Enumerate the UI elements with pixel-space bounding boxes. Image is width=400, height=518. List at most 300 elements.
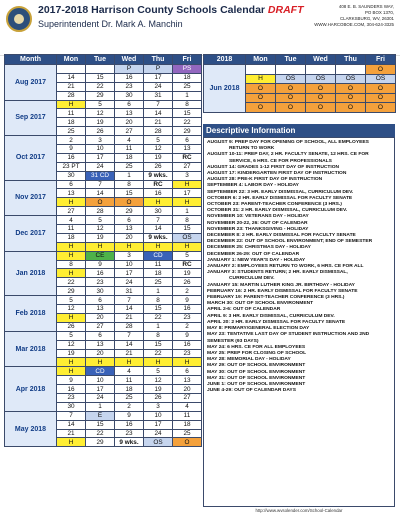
day-cell: 17 (86, 385, 115, 394)
description-line: MAY 31: OUT OF SCHOOL ENVIRONMENT (207, 375, 306, 381)
day-cell (306, 65, 336, 75)
day-cell: 23 PT (57, 162, 86, 171)
day-cell: 6 (86, 331, 115, 340)
month-label: Feb 2018 (5, 296, 57, 332)
day-cell: 20 (115, 233, 144, 242)
day-cell: 26 (144, 393, 173, 402)
day-cell: PS (173, 65, 202, 74)
day-cell: OS (276, 74, 306, 84)
day-cell: 16 (86, 269, 115, 278)
calendar-row (204, 65, 396, 75)
day-cell: 13 (86, 340, 115, 349)
day-cell: 6 (173, 136, 202, 145)
description-line: FEBRUARY 16: 2 HR. EARLY DISMISSAL FOR FACULTY SENATE (207, 288, 358, 294)
description-line: MAY 28: MEMORIAL DAY - HOLIDAY (207, 357, 291, 363)
day-cell: 26 (57, 322, 86, 331)
day-cell: 22 (86, 82, 115, 91)
column-header: Wed (115, 55, 144, 65)
day-cell: 3 (115, 251, 144, 260)
day-cell: 30 (57, 402, 86, 411)
day-cell: 5 (144, 367, 173, 376)
day-cell: H (173, 242, 202, 251)
day-cell: 25 (144, 278, 173, 287)
day-cell: 8 (173, 100, 202, 109)
day-cell: 14 (57, 73, 86, 82)
day-cell: 12 (144, 376, 173, 385)
day-cell: P (144, 65, 173, 74)
school-seal-icon (6, 6, 32, 32)
description-line: APRIL 20: 2 HR. EARLY DISMISSAL FOR FACULTY SENATE (207, 319, 346, 325)
day-cell: P (115, 65, 144, 74)
day-cell (57, 65, 86, 74)
day-cell: RC (173, 153, 202, 162)
superintendent-name: Superintendent Dr. Mark A. Manchin (38, 19, 183, 29)
day-cell: 24 (144, 82, 173, 91)
day-cell: 2 (57, 136, 86, 145)
day-cell: O (276, 103, 306, 113)
column-header: Tue (276, 55, 306, 65)
column-header: Mon (57, 55, 86, 65)
day-cell (276, 65, 306, 75)
day-cell: O (366, 84, 396, 94)
day-cell: 28 (86, 207, 115, 216)
day-cell: H (57, 367, 86, 376)
day-cell: H (86, 242, 115, 251)
day-cell: 23 (115, 429, 144, 438)
day-cell: 17 (144, 420, 173, 429)
day-cell: 30 (57, 171, 86, 180)
day-cell: 18 (57, 118, 86, 127)
day-cell: 18 (173, 73, 202, 82)
day-cell: H (246, 74, 276, 84)
day-cell: O (366, 103, 396, 113)
description-line: JANUARY 15: MARTIN LUTHER KING JR. BIRTHDAY - HOLIDAY (207, 282, 355, 288)
day-cell: H (57, 313, 86, 322)
calendar-row (5, 65, 202, 74)
draft-label: DRAFT (267, 4, 304, 16)
day-cell: O (276, 84, 306, 94)
day-cell: 24 (86, 393, 115, 402)
day-cell: 6 (115, 100, 144, 109)
day-cell: 21 (57, 429, 86, 438)
day-cell: 21 (115, 349, 144, 358)
day-cell: 20 (86, 349, 115, 358)
day-cell: 13 (115, 225, 144, 234)
day-cell: 17 (86, 153, 115, 162)
day-cell: O (336, 103, 366, 113)
day-cell: 15 (86, 73, 115, 82)
day-cell: 4 (57, 216, 86, 225)
day-cell: 14 (57, 420, 86, 429)
day-cell: CD (86, 367, 115, 376)
day-cell: O (336, 84, 366, 94)
description-line: DECEMBER 26-29: OUT OF CALENDAR (207, 251, 300, 257)
day-cell: 1 (173, 91, 202, 100)
day-cell: 17 (115, 269, 144, 278)
day-cell: O (336, 93, 366, 103)
day-cell: 9 wks. (144, 233, 173, 242)
day-cell: 5 (173, 251, 202, 260)
description-line: MAY 24: 6 HRS. CE FOR ALL EMPLOYEES (207, 344, 306, 350)
day-cell: 5 (144, 136, 173, 145)
day-cell: 19 (86, 118, 115, 127)
day-cell: 11 (173, 411, 202, 420)
column-header: Fri (366, 55, 396, 65)
day-cell: 31 (144, 91, 173, 100)
day-cell: 26 (173, 278, 202, 287)
calendar-row (5, 136, 202, 145)
day-cell: 4 (173, 402, 202, 411)
description-line: JANUARY 1: NEW YEAR'S DAY - HOLIDAY (207, 257, 306, 263)
calendar-row (5, 100, 202, 109)
day-cell: O (246, 103, 276, 113)
day-cell: OS (144, 438, 173, 447)
calendar-row (5, 411, 202, 420)
day-cell: 16 (57, 153, 86, 162)
address-line: CLARKSBURG, WV, 26301 (339, 16, 394, 21)
day-cell: 8 (144, 331, 173, 340)
day-cell: 12 (86, 109, 115, 118)
day-cell: 11 (115, 376, 144, 385)
day-cell: 7 (57, 411, 86, 420)
day-cell: 21 (115, 313, 144, 322)
day-cell: 12 (86, 225, 115, 234)
address-line: WWW.HARCOBOE.COM, 304-624-3325 (314, 22, 394, 27)
day-cell (246, 65, 276, 75)
day-cell: 27 (86, 322, 115, 331)
column-header: 2018 (204, 55, 246, 65)
day-cell: 1 (144, 322, 173, 331)
day-cell: 7 (115, 296, 144, 305)
day-cell: 25 (173, 429, 202, 438)
day-cell: 9 (57, 145, 86, 154)
day-cell: CE (86, 251, 115, 260)
day-cell: 11 (57, 109, 86, 118)
month-label: Sep 2017 (5, 100, 57, 136)
day-cell: 23 (173, 313, 202, 322)
description-line: JANUARY 2: EMPLOYEES RETURN TO WORK, 6 HRS. CE FOR ALL (207, 264, 364, 270)
day-cell: 23 (57, 393, 86, 402)
day-cell: 17 (144, 73, 173, 82)
day-cell: 20 (86, 313, 115, 322)
day-cell: 7 (144, 100, 173, 109)
month-label: Nov 2017 (5, 180, 57, 216)
day-cell: 4 (115, 136, 144, 145)
day-cell: 29 (86, 91, 115, 100)
day-cell: 18 (144, 269, 173, 278)
day-cell: 14 (115, 305, 144, 314)
day-cell: 9 (57, 376, 86, 385)
day-cell: 14 (115, 340, 144, 349)
day-cell: H (57, 251, 86, 260)
column-header: Fri (173, 55, 202, 65)
day-cell: 15 (144, 340, 173, 349)
day-cell: OS (366, 74, 396, 84)
day-cell: 6 (86, 296, 115, 305)
page-title (38, 4, 304, 16)
day-cell: 28 (57, 91, 86, 100)
day-cell: 29 (173, 127, 202, 136)
day-cell: 25 (57, 127, 86, 136)
month-label: May 2018 (5, 411, 57, 447)
day-cell: 7 (86, 180, 115, 189)
day-cell: 14 (144, 225, 173, 234)
descriptive-information-heading: Descriptive Information (203, 124, 395, 137)
day-cell: H (115, 242, 144, 251)
day-cell: H (173, 180, 202, 189)
calendar-row (5, 180, 202, 189)
day-cell: 5 (57, 296, 86, 305)
day-cell: 13 (86, 305, 115, 314)
day-cell: 22 (144, 313, 173, 322)
day-cell: E (86, 411, 115, 420)
day-cell: 21 (57, 82, 86, 91)
day-cell: 13 (57, 189, 86, 198)
day-cell: O (86, 198, 115, 207)
day-cell: O (306, 103, 336, 113)
day-cell: 31 (115, 287, 144, 296)
day-cell: 10 (144, 411, 173, 420)
description-line: MAY 29: OUT OF SCHOOL ENVIRONMENT (207, 363, 306, 369)
month-label: Apr 2018 (5, 367, 57, 411)
description-line: OCTOBER 6: 2 HR. EARLY DISMISSAL FOR FACULTY SENATE (207, 195, 353, 201)
day-cell: 21 (144, 118, 173, 127)
day-cell: O (366, 65, 396, 75)
day-cell: 19 (173, 269, 202, 278)
description-line: SERVICE, 6 HRS. CE FOR PROFESSIONALS (229, 158, 332, 164)
day-cell: 19 (86, 233, 115, 242)
day-cell: 23 (173, 349, 202, 358)
day-cell: 31 CD (86, 171, 115, 180)
day-cell: O (246, 84, 276, 94)
description-line: AUGUST 28: PRE-K FIRST DAY OF INSTRUCTION (207, 177, 323, 183)
description-line: CURRICULUM DEV. (229, 276, 275, 282)
day-cell: 9 wks. (144, 171, 173, 180)
day-cell: H (57, 100, 86, 109)
address-line: PO BOX 1370, (364, 10, 394, 15)
description-line: NOVEMBER 10: VETERANS DAY - HOLIDAY (207, 214, 309, 220)
day-cell: 26 (144, 162, 173, 171)
day-cell: 20 (173, 385, 202, 394)
description-line: DECEMBER 25: CHRISTMAS DAY - HOLIDAY (207, 245, 311, 251)
calendar-row (5, 216, 202, 225)
day-cell: H (173, 358, 202, 367)
day-cell: 1 (115, 171, 144, 180)
day-cell: 16 (173, 340, 202, 349)
day-cell: 27 (173, 162, 202, 171)
day-cell: 29 (115, 207, 144, 216)
day-cell: H (57, 358, 86, 367)
day-cell: 12 (57, 340, 86, 349)
day-cell: 6 (173, 367, 202, 376)
day-cell: 11 (115, 145, 144, 154)
day-cell: 2 (173, 322, 202, 331)
column-header: Thu (144, 55, 173, 65)
day-cell: 19 (144, 385, 173, 394)
day-cell: 13 (115, 109, 144, 118)
day-cell: H (144, 198, 173, 207)
day-cell: O (366, 93, 396, 103)
day-cell: 29 (86, 438, 115, 447)
day-cell: RC (173, 260, 202, 269)
column-header: Month (5, 55, 57, 65)
column-header: Tue (86, 55, 115, 65)
day-cell: H (115, 358, 144, 367)
day-cell: 27 (115, 127, 144, 136)
day-cell: 3 (173, 171, 202, 180)
column-header: Mon (246, 55, 276, 65)
month-label: Aug 2017 (5, 65, 57, 101)
day-cell: 5 (86, 216, 115, 225)
description-line: JUNE 1: OUT OF SCHOOL ENVIRONMENT (207, 381, 306, 387)
day-cell: 25 (115, 393, 144, 402)
day-cell: 23 (86, 278, 115, 287)
day-cell (336, 65, 366, 75)
day-cell: H (57, 242, 86, 251)
day-cell: 1 (144, 287, 173, 296)
day-cell: 14 (144, 109, 173, 118)
day-cell: 6 (115, 216, 144, 225)
description-line: SEPTEMBER 4: LABOR DAY - HOLIDAY (207, 183, 299, 189)
descriptive-information-list (203, 137, 395, 507)
day-cell: 4 (115, 367, 144, 376)
day-cell: OS (336, 74, 366, 84)
day-cell: 16 (144, 189, 173, 198)
day-cell: O (246, 93, 276, 103)
day-cell: 15 (173, 109, 202, 118)
day-cell: H (86, 358, 115, 367)
day-cell: 16 (173, 305, 202, 314)
day-cell: O (306, 93, 336, 103)
day-cell: 17 (173, 189, 202, 198)
description-line: AUGUST 10-11: PREP DAY, 2 HR. FACULTY SENATE, 12 HRS. CE FOR (207, 152, 369, 158)
calendar-header (0, 0, 400, 56)
day-cell: 18 (57, 233, 86, 242)
description-line: SEPTEMBER 22: 3 HR. EARLY DISMISSAL, CURRICULUM DEV. (207, 189, 354, 195)
day-cell: 20 (115, 118, 144, 127)
day-cell: 6 (57, 180, 86, 189)
day-cell: 5 (86, 100, 115, 109)
day-cell: 23 (115, 82, 144, 91)
day-cell: 15 (144, 305, 173, 314)
description-line: MAY 25: PREP FOR CLOSING OF SCHOOL (207, 350, 307, 356)
day-cell: 10 (86, 376, 115, 385)
day-cell: 24 (115, 278, 144, 287)
address-line: 408 E. B. SAUNDERS WAY, (338, 4, 394, 9)
day-cell: O (173, 438, 202, 447)
description-line: RETURN TO WORK (229, 146, 275, 152)
title-text: 2017-2018 Harrison County Schools Calendar (38, 4, 265, 16)
day-cell: 15 (115, 189, 144, 198)
day-cell: H (144, 358, 173, 367)
june-calendar (203, 54, 396, 113)
day-cell: 24 (86, 162, 115, 171)
day-cell: 25 (115, 162, 144, 171)
day-cell: 30 (115, 91, 144, 100)
day-cell: 16 (115, 73, 144, 82)
day-cell: H (57, 438, 86, 447)
day-cell: O (276, 93, 306, 103)
day-cell: 10 (115, 260, 144, 269)
day-cell: 18 (173, 420, 202, 429)
column-header: Wed (306, 55, 336, 65)
description-line: AUGUST 9: PREP DAY FOR OPENING OF SCHOOL, ALL EMPLOYEES (207, 140, 369, 145)
day-cell: 14 (86, 189, 115, 198)
description-line: OCTOBER 31: 2 HR. EARLY DISMISSAL, CURRICULUM DEV. (207, 208, 348, 214)
description-line: DECEMBER 8: 2 HR. EARLY DISMISSAL FOR FACULTY SENATE (207, 233, 356, 239)
day-cell: 22 (144, 349, 173, 358)
day-cell: OS (306, 74, 336, 84)
day-cell: 9 (86, 260, 115, 269)
day-cell: 16 (57, 385, 86, 394)
day-cell: 28 (115, 322, 144, 331)
month-label: Oct 2017 (5, 136, 57, 180)
day-cell: 8 (115, 180, 144, 189)
description-line: OCTOBER 23: PARENT-TEACHER CONFERENCE (3 HRS.) (207, 202, 342, 208)
day-cell: 15 (173, 225, 202, 234)
day-cell: 26 (86, 127, 115, 136)
day-cell: 18 (115, 153, 144, 162)
day-cell: 13 (173, 376, 202, 385)
day-cell (86, 65, 115, 74)
day-cell: 29 (57, 287, 86, 296)
month-label: Jan 2018 (5, 251, 57, 295)
footer-url: http://www.wvsolender.com/School-Calendar (255, 508, 343, 513)
day-cell: 13 (173, 145, 202, 154)
calendar-row (5, 367, 202, 376)
calendar-row (5, 331, 202, 340)
day-cell: 8 (144, 296, 173, 305)
description-line: MAY 23: TENTATIVE LAST DAY OF STUDENT INSTRUCTION AND 2ND (207, 332, 370, 338)
description-line: JANUARY 3: STUDENTS RETURN; 2 HR. EARLY DISMISSAL, (207, 270, 348, 276)
description-line: AUGUST 17: KINDERGARTEN FIRST DAY OF INSTRUCTION (207, 171, 347, 177)
day-cell: 18 (115, 385, 144, 394)
month-label: Jun 2018 (204, 65, 246, 113)
day-cell: 9 (173, 331, 202, 340)
day-cell: 9 (173, 296, 202, 305)
day-cell: H (144, 242, 173, 251)
district-address (304, 4, 394, 28)
day-cell: 19 (144, 153, 173, 162)
day-cell: 25 (173, 82, 202, 91)
day-cell: 5 (57, 331, 86, 340)
day-cell: 3 (86, 136, 115, 145)
day-cell: 2 (115, 402, 144, 411)
description-line: JUNE 4-29: OUT OF CALENDAR DAYS (207, 388, 296, 394)
day-cell: 28 (144, 127, 173, 136)
day-cell: H (57, 269, 86, 278)
day-cell: 19 (57, 349, 86, 358)
day-cell: 27 (57, 207, 86, 216)
school-year-calendar (4, 54, 202, 447)
description-line: SEMESTER (93 DAYS) (207, 338, 259, 344)
day-cell: 12 (144, 145, 173, 154)
description-line: NOVEMBER 23: THANKSGIVING - HOLIDAY (207, 226, 309, 232)
day-cell: OS (173, 233, 202, 242)
day-cell: H (57, 198, 86, 207)
calendar-row (5, 296, 202, 305)
day-cell: CD (144, 251, 173, 260)
day-cell: 30 (144, 207, 173, 216)
day-cell: 9 wks. (115, 438, 144, 447)
description-line: MAY 30: OUT OF SCHOOL ENVIRONMENT (207, 369, 306, 375)
day-cell: 22 (86, 429, 115, 438)
day-cell: O (306, 84, 336, 94)
description-line: MARCH 30: OUT OF SCHOOL ENVIRONMENT (207, 301, 314, 307)
description-line: MAY 8: PRIMARY/GENERAL ELECTION DAY (207, 326, 310, 332)
day-cell: 11 (57, 225, 86, 234)
description-line: APRIL 9: 3 HR. EARLY DISMISSAL, CURRICULUM DEV. (207, 313, 335, 319)
